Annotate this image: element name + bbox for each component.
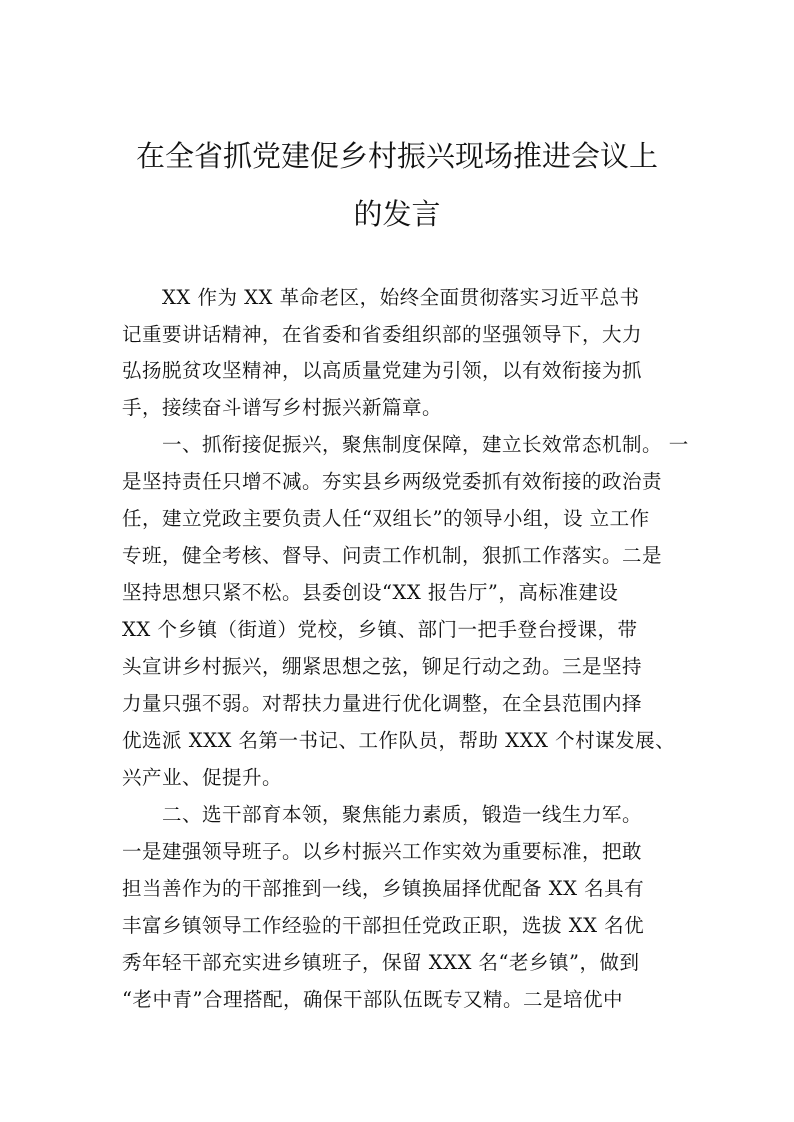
body-line: 记重要讲话精神，在省委和省委组织部的坚强领导下，大力: [122, 323, 643, 346]
body-line: 兴产业、促提升。: [122, 766, 283, 789]
body-line: 是坚持责任只增不减。夯实县乡两级党委抓有效衔接的政治责: [122, 470, 663, 493]
body-line: XX 作为 XX 革命老区，始终全面贯彻落实习近平总书: [162, 286, 640, 309]
body-line: 优选派 XXX 名第一书记、工作队员，帮助 XXX 个村谋发展、: [122, 729, 676, 752]
body-line: 头宣讲乡村振兴，绷紧思想之弦，铆足行动之劲。三是坚持: [122, 655, 643, 678]
body-line: 一、抓衔接促振兴，聚焦制度保障，建立长效常态机制。 一: [162, 433, 689, 456]
body-line: 二、选干部育本领，聚焦能力素质，锻造一线生力军。: [162, 803, 643, 826]
body-line: 弘扬脱贫攻坚精神，以高质量党建为引领，以有效衔接为抓: [122, 359, 643, 382]
document-title-line-1: 在全省抓党建促乡村振兴现场推进会议上: [135, 139, 658, 173]
body-line: 任，建立党政主要负责人任“双组长”的领导小组，设 立工作: [122, 507, 650, 530]
body-line: 担当善作为的干部推到一线，乡镇换届择优配备 XX 名具有: [122, 877, 645, 900]
document-title-line-2: 的发言: [353, 197, 441, 231]
body-line: 力量只强不弱。对帮扶力量进行优化调整，在全县范围内择: [122, 692, 643, 715]
body-line: “老中青”合理搭配，确保干部队伍既专又精。二是培优中: [122, 988, 623, 1011]
body-line: 秀年轻干部充实进乡镇班子，保留 XXX 名“老乡镇”，做到: [122, 951, 640, 974]
body-line: 一是建强领导班子。以乡村振兴工作实效为重要标准，把敢: [122, 840, 643, 863]
body-line: XX 个乡镇（街道）党校，乡镇、部门一把手登台授课，带: [122, 618, 638, 641]
body-line: 丰富乡镇领导工作经验的干部担任党政正职，选拔 XX 名优: [122, 914, 645, 937]
body-line: 手，接续奋斗谱写乡村振兴新篇章。: [122, 396, 443, 419]
body-line: 专班，健全考核、督导、问责工作机制，狠抓工作落实。二是: [122, 544, 663, 567]
body-line: 坚持思想只紧不松。县委创设“XX 报告厅”，高标准建设: [122, 581, 619, 604]
